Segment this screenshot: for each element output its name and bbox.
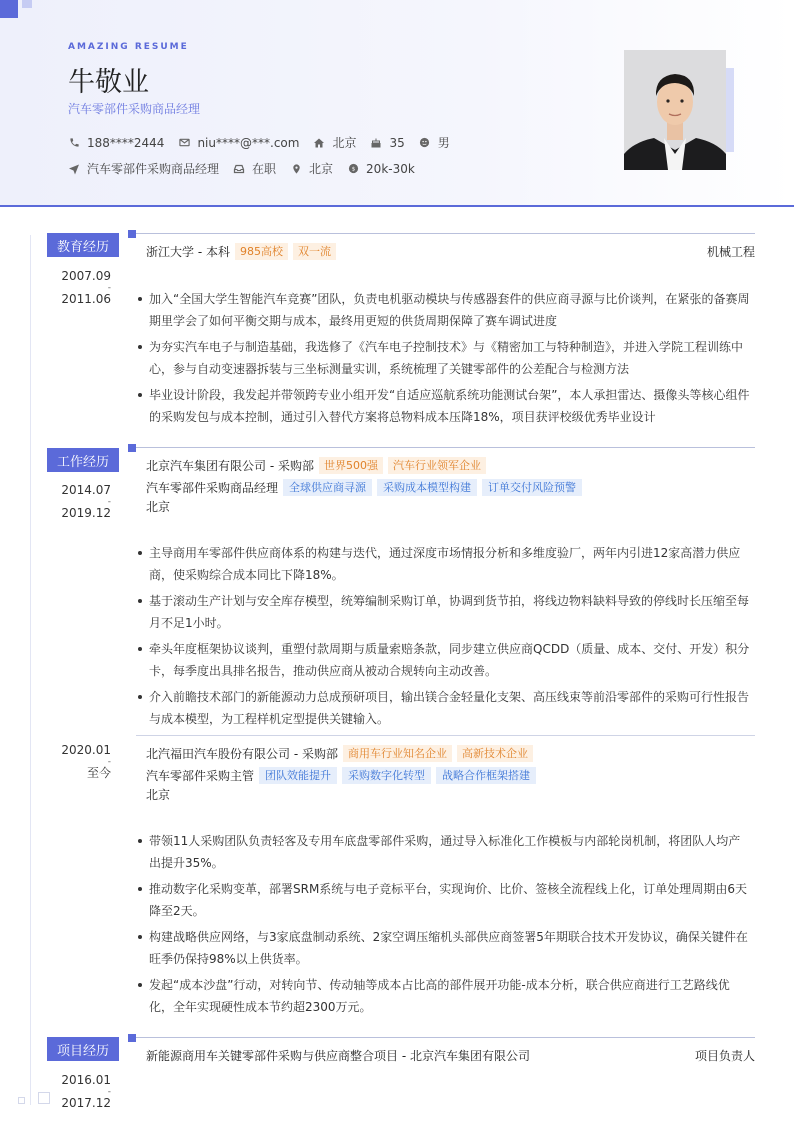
home-icon <box>313 137 325 149</box>
project-role: 项目负责人 <box>694 1049 755 1063</box>
phone-icon <box>68 137 80 149</box>
list-item: 推动数字化采购变革，部署SRM系统与电子竞标平台，实现询价、比价、签核全流程线上化，订单处理周期由6天降至2天。 <box>135 878 750 922</box>
project-dates <box>40 1073 111 1111</box>
company-name: 北京汽车集团有限公司 - 采购部 <box>146 459 314 473</box>
candidate-photo <box>624 50 726 170</box>
job-company-row <box>146 745 755 762</box>
job-role: 汽车零部件采购商品经理 <box>146 481 279 495</box>
company-name: 北汽福田汽车股份有限公司 - 采购部 <box>146 747 338 761</box>
date-dash: - <box>107 283 111 293</box>
list-item: 发起“成本沙盘”行动，对转向节、传动轴等成本占比高的部件展开功能-成本分析，联合供应商进行工艺路线优化，全年实现硬性成本节约超2300万元。 <box>135 974 750 1018</box>
email-text: niu****@***.com <box>197 135 300 150</box>
gender-text: 男 <box>437 136 450 150</box>
age-text: 35 <box>389 135 405 150</box>
email-item <box>178 136 299 150</box>
school-tag: 双一流 <box>293 243 336 260</box>
corner-decoration-small <box>22 0 32 8</box>
job-company-row <box>146 457 755 474</box>
section-tag-project: 项目经历 <box>47 1037 119 1061</box>
cake-icon <box>370 137 382 149</box>
section-tag-work: 工作经历 <box>47 448 119 472</box>
list-item: 毕业设计阶段，我发起并带领跨专业小组开发“自适应巡航系统功能测试台架”，本人承担雷达、摄像头等核心组件的采购发包与成本控制，通过引入替代方案将总物料成本压降18%，项目获评校级优秀毕业设计 <box>135 384 750 428</box>
list-item: 带领11人采购团队负责轻客及专用车底盘零部件采购，通过导入标准化工作模板与内部轮岗机制，将团队人均产出提升35%。 <box>135 830 750 874</box>
school-name: 浙江大学 - 本科 <box>146 245 230 259</box>
intent-city-item <box>290 160 333 177</box>
corner-decoration <box>0 0 18 18</box>
section-marker <box>128 1034 136 1042</box>
list-item: 加入“全国大学生智能汽车竞赛”团队，负责电机驱动模块与传感器套件的供应商寻源与比价谈判，在紧张的备赛周期里学会了如何平衡交期与成本，最终用更短的供货周期保障了赛车调试进度 <box>135 288 750 332</box>
mail-icon <box>178 137 190 149</box>
job-role-row <box>146 767 755 784</box>
candidate-title: 汽车零部件采购商品经理 <box>68 102 201 116</box>
contact-row <box>68 134 464 151</box>
list-item: 牵头年度框架协议谈判，重塑付款周期与质量索赔条款，同步建立供应商QCDD（质量、成本、交付、开发）积分卡，每季度出具排名报告，推动供应商从被动合规转向主动改善。 <box>135 638 750 682</box>
list-item: 基于滚动生产计划与安全库存模型，统筹编制采购订单，协调到货节拍，将线边物料缺料导致的停线时长压缩至每月不足1小时。 <box>135 590 750 634</box>
project-end: 2017.12 <box>61 1096 111 1110</box>
school-tag: 985高校 <box>235 243 288 260</box>
city-item <box>313 134 356 151</box>
send-icon <box>68 163 80 175</box>
list-item: 构建战略供应网络，与3家底盘制动系统、2家空调压缩机头部供应商签署5年期联合技术开发协议，确保关键件在旺季仍保持98%以上供货率。 <box>135 926 750 970</box>
role-tag: 全球供应商寻源 <box>283 479 372 496</box>
intent-position-item <box>68 160 219 177</box>
role-tag: 采购数字化转型 <box>342 767 431 784</box>
intent-city-text: 北京 <box>309 162 334 176</box>
role-tag: 战略合作框架搭建 <box>436 767 536 784</box>
phone-item <box>68 136 164 150</box>
job-role-row <box>146 479 755 496</box>
list-item: 为夯实汽车电子与制造基础，我选修了《汽车电子控制技术》与《精密加工与特种制造》，并进入学院工程训练中心，参与自动变速器拆装与三坐标测量实训，系统梳理了关键零部件的公差配合与检测方法 <box>135 336 750 380</box>
company-tag: 世界500强 <box>319 457 383 474</box>
date-dash: - <box>107 757 111 767</box>
job-intent-row <box>68 160 429 177</box>
company-tag: 商用车行业知名企业 <box>343 745 452 762</box>
job-bullets <box>135 542 750 734</box>
resume-tagline: AMAZING RESUME <box>68 42 189 52</box>
footer-decoration <box>18 1097 25 1104</box>
age-item <box>370 136 404 150</box>
job-start: 2020.01 <box>61 743 111 757</box>
date-dash: - <box>107 1087 111 1097</box>
education-end: 2011.06 <box>61 292 111 306</box>
project-header <box>146 1047 755 1064</box>
inbox-icon <box>233 163 245 175</box>
job-end: 至今 <box>86 766 111 780</box>
role-tag: 订单交付风险预警 <box>482 479 582 496</box>
list-item: 主导商用车零部件供应商体系的构建与迭代，通过深度市场情报分析和多维度验厂，两年内引进12家高潜力供应商，使采购综合成本同比下降18%。 <box>135 542 750 586</box>
job-role: 汽车零部件采购主管 <box>146 769 255 783</box>
company-tag: 高新技术企业 <box>457 745 533 762</box>
status-text: 在职 <box>252 162 277 176</box>
job-end: 2019.12 <box>61 506 111 520</box>
education-header <box>146 243 755 260</box>
project-name: 新能源商用车关键零部件采购与供应商整合项目 - 北京汽车集团有限公司 <box>146 1049 530 1063</box>
salary-text: 20k-30k <box>366 161 415 176</box>
date-dash: - <box>107 497 111 507</box>
company-tag: 汽车行业领军企业 <box>388 457 486 474</box>
job-dates <box>40 483 111 521</box>
job-city: 北京 <box>146 500 171 514</box>
list-item: 介入前瞻技术部门的新能源动力总成预研项目，输出镁合金轻量化支架、高压线束等前沿零部件的采购可行性报告与成本模型，为工程样机定型提供关键输入。 <box>135 686 750 730</box>
education-start: 2007.09 <box>61 269 111 283</box>
entry-divider <box>136 735 755 736</box>
role-tag: 采购成本模型构建 <box>377 479 477 496</box>
section-rule <box>136 233 755 234</box>
header-divider <box>0 205 794 207</box>
phone-text: 188****2444 <box>87 135 165 150</box>
education-bullets <box>135 288 750 432</box>
job-dates <box>40 743 111 781</box>
gender-icon <box>419 137 431 149</box>
job-start: 2014.07 <box>61 483 111 497</box>
gender-item <box>419 134 450 151</box>
section-rule <box>136 1037 755 1038</box>
location-icon <box>290 163 302 175</box>
salary-item <box>347 162 415 176</box>
status-item <box>233 160 276 177</box>
project-start: 2016.01 <box>61 1073 111 1087</box>
salary-icon <box>347 163 359 175</box>
svg-text:$: $ <box>351 166 355 173</box>
section-rule <box>136 447 755 448</box>
education-dates <box>40 269 111 307</box>
footer-decoration <box>38 1092 50 1104</box>
job-bullets <box>135 830 750 1022</box>
role-tag: 团队效能提升 <box>259 767 337 784</box>
major: 机械工程 <box>706 245 755 259</box>
intent-position-text: 汽车零部件采购商品经理 <box>87 162 220 176</box>
city-text: 北京 <box>332 136 357 150</box>
timeline-line <box>30 235 31 1105</box>
section-tag-education: 教育经历 <box>47 233 119 257</box>
candidate-name: 牛敬业 <box>68 67 149 98</box>
job-city: 北京 <box>146 788 171 802</box>
section-marker <box>128 444 136 452</box>
section-marker <box>128 230 136 238</box>
